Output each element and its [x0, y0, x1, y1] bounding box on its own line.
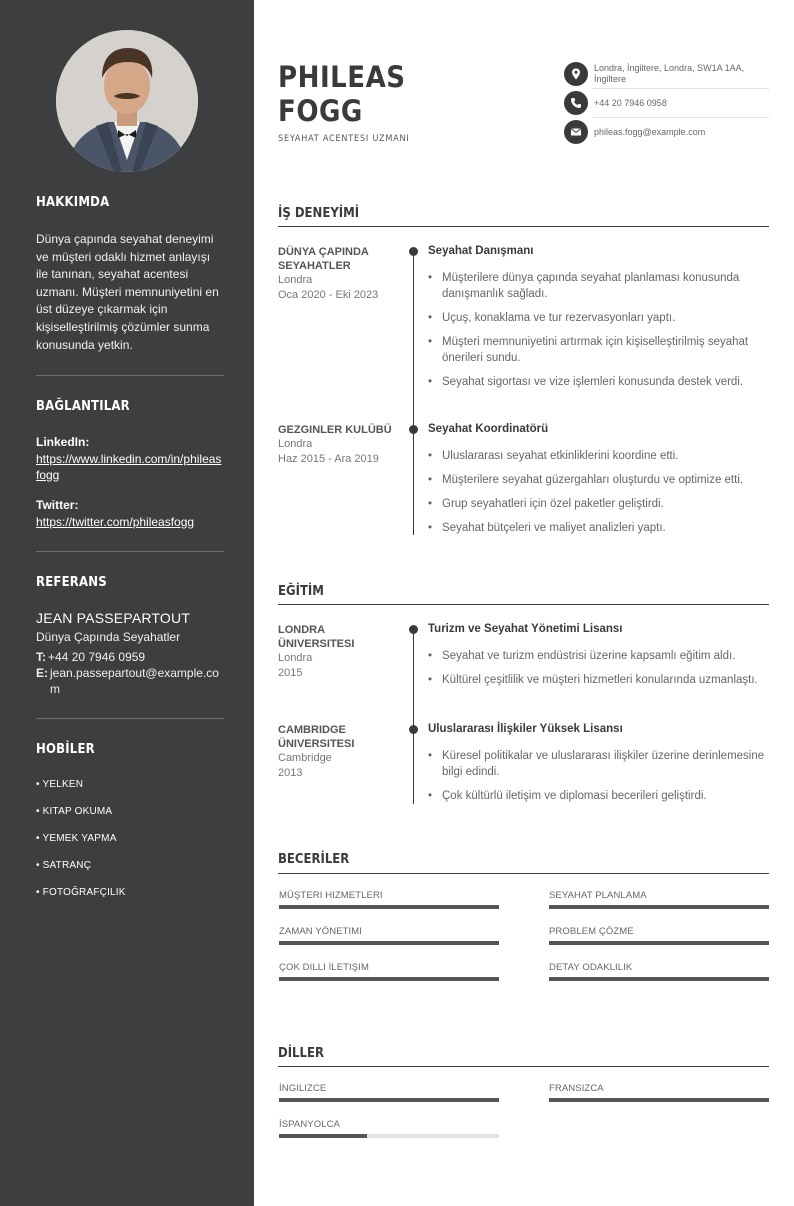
reference-name: JEAN PASSEPARTOUT: [36, 610, 191, 626]
twitter-label: Twitter:: [36, 498, 79, 512]
language-bar-fill: [549, 1098, 769, 1102]
reference-email: [36, 665, 222, 697]
language-bar: [549, 1098, 769, 1102]
language-label: İSPANYOLCA: [279, 1119, 341, 1130]
timeline-line: [413, 629, 414, 804]
education-location: Londra: [278, 652, 313, 664]
hobby-item: • FOTOĞRAFÇILIK: [36, 887, 126, 898]
address-line2: İngiltere: [594, 74, 627, 84]
reference-phone: [36, 649, 222, 665]
list-item: • Müşterilere seyahat güzergahları oluşturdu ve optimize etti.: [428, 472, 769, 488]
experience-location: Londra: [278, 274, 313, 286]
envelope-icon: [564, 120, 588, 144]
contact-email: [564, 120, 769, 144]
skill-item: [549, 890, 769, 909]
about-heading: HAKKIMDA: [36, 195, 110, 210]
skill-item: [279, 926, 499, 945]
reference-email-value: jean.passepartout@example.com: [50, 666, 219, 696]
education-bullets: [428, 648, 769, 696]
skill-bar-fill: [549, 977, 769, 981]
email-text[interactable]: phileas.fogg@example.com: [594, 126, 706, 137]
education-heading: EĞİTİM: [278, 584, 324, 599]
list-item: • Seyahat ve turizm endüstrisi üzerine kapsamlı eğitim aldı.: [428, 648, 769, 664]
experience-meta: [278, 273, 403, 303]
skill-label: SEYAHAT PLANLAMA: [549, 890, 647, 901]
language-label: İNGILIZCE: [279, 1083, 327, 1094]
linkedin-label: LinkedIn:: [36, 435, 90, 449]
hobby-item: • YEMEK YAPMA: [36, 833, 117, 844]
experience-dates: Haz 2015 - Ara 2019: [278, 453, 379, 465]
section-rule: [278, 604, 769, 605]
phone-icon: [564, 91, 588, 115]
skill-item: [279, 890, 499, 909]
education-meta: [278, 651, 403, 681]
skills-heading: BECERİLER: [278, 852, 350, 867]
experience-location: Londra: [278, 438, 313, 450]
skill-label: ZAMAN YÖNETIMI: [279, 926, 363, 937]
experience-dates: Oca 2020 - Eki 2023: [278, 289, 379, 301]
experience-role: Seyahat Koordinatörü: [428, 423, 549, 435]
timeline-dot: [409, 625, 418, 634]
skill-bar: [549, 905, 769, 909]
list-item: • Kültürel çeşitlilik ve müşteri hizmetleri konularında uzmanlaştı.: [428, 672, 769, 688]
divider: [36, 718, 224, 719]
experience-heading: İŞ DENEYİMİ: [278, 206, 360, 221]
skill-bar: [279, 977, 499, 981]
twitter-link[interactable]: https://twitter.com/phileasfogg: [36, 515, 195, 529]
person-name: [278, 60, 478, 128]
sidebar: [0, 0, 254, 1206]
reference-phone-label: T:: [36, 650, 46, 664]
list-item: • Seyahat bütçeleri ve maliyet analizleri yaptı.: [428, 520, 769, 536]
address-line1: Londra, İngiltere, Londra, SW1A 1AA,: [594, 63, 745, 73]
reference-phone-value: +44 20 7946 0959: [48, 650, 146, 664]
contact-phone: [564, 91, 769, 115]
list-item: • Müşteri memnuniyetini artırmak için kişiselleştirilmiş seyahat önerileri sundu.: [428, 334, 769, 366]
education-bullets: [428, 748, 769, 812]
language-item: [279, 1119, 499, 1138]
list-item: • Seyahat sigortası ve vize işlemleri konusunda destek verdi.: [428, 374, 769, 390]
language-label: FRANSIZCA: [549, 1083, 604, 1094]
education-year: 2013: [278, 767, 303, 779]
language-bar: [279, 1098, 499, 1102]
skill-label: DETAY ODAKLILIK: [549, 962, 633, 973]
skill-bar-fill: [549, 905, 769, 909]
hobbies-heading: HOBİLER: [36, 742, 95, 757]
linkedin-link[interactable]: https://www.linkedin.com/in/phileasfogg: [36, 452, 222, 482]
experience-meta: [278, 437, 403, 467]
skill-bar: [549, 941, 769, 945]
divider: [593, 117, 769, 118]
experience-role: Seyahat Danışmanı: [428, 245, 534, 257]
divider: [593, 88, 769, 89]
name-first: PHILEAS: [278, 60, 406, 94]
skill-bar-fill: [279, 905, 499, 909]
list-item: • Küresel politikalar ve uluslararası ilişkiler üzerine derinlemesine bilgi edindi.: [428, 748, 769, 780]
section-rule: [278, 226, 769, 227]
language-item: [279, 1083, 499, 1102]
section-rule: [278, 1066, 769, 1067]
experience-bullets: [428, 270, 769, 398]
address-text: [594, 63, 744, 85]
education-year: 2015: [278, 667, 303, 679]
section-rule: [278, 873, 769, 874]
location-pin-icon: [564, 62, 588, 86]
hobby-item: • YELKEN: [36, 779, 84, 790]
education-degree: Uluslararası İlişkiler Yüksek Lisansı: [428, 723, 623, 735]
skill-bar: [549, 977, 769, 981]
skill-item: [549, 962, 769, 981]
list-item: • Çok kültürlü iletişim ve diplomasi becerileri geliştirdi.: [428, 788, 769, 804]
divider: [36, 551, 224, 552]
timeline-dot: [409, 247, 418, 256]
list-item: • Müşterilere dünya çapında seyahat planlaması konusunda danışmanlık sağladı.: [428, 270, 769, 302]
divider: [36, 375, 224, 376]
skill-bar-fill: [549, 941, 769, 945]
skill-bar: [279, 941, 499, 945]
skill-bar-fill: [279, 977, 499, 981]
experience-bullets: [428, 448, 769, 544]
timeline-dot: [409, 725, 418, 734]
list-item: • Uçuş, konaklama ve tur rezervasyonları yaptı.: [428, 310, 769, 326]
language-bar-fill: [279, 1098, 499, 1102]
job-title: SEYAHAT ACENTESI UZMANI: [278, 134, 410, 144]
skill-bar-fill: [279, 941, 499, 945]
skill-item: [279, 962, 499, 981]
language-bar: [279, 1134, 499, 1138]
list-item: • Grup seyahatleri için özel paketler geliştirdi.: [428, 496, 769, 512]
timeline-line: [413, 251, 414, 535]
skill-label: ÇOK DILLI İLETIŞIM: [279, 962, 369, 973]
about-text: Dünya çapında seyahat deneyimi ve müşteri odaklı hizmet anlayışı ile tanınan, seyahat acentesi uzmanı. Müşteri memnuniyetini en üst düzeye çıkarmak için kişiselleştirilmiş çözümler sunma konusunda yetkin.: [36, 232, 219, 352]
contact-address: [564, 62, 769, 86]
phone-text: +44 20 7946 0958: [594, 97, 667, 108]
education-org: LONDRA ÜNIVERSITESI: [278, 624, 355, 650]
timeline-dot: [409, 425, 418, 434]
language-bar-fill: [279, 1134, 367, 1138]
hobby-item: • SATRANÇ: [36, 860, 92, 871]
languages-heading: DİLLER: [278, 1046, 324, 1061]
experience-org: GEZGINLER KULÜBÜ: [278, 424, 392, 436]
name-last: FOGG: [278, 94, 363, 128]
reference-email-label: E:: [36, 666, 48, 680]
skill-label: MÜŞTERI HIZMETLERI: [279, 890, 383, 901]
skill-item: [549, 926, 769, 945]
profile-photo: [56, 30, 198, 172]
reference-heading: REFERANS: [36, 575, 107, 590]
skill-label: PROBLEM ÇÖZME: [549, 926, 634, 937]
reference-company: Dünya Çapında Seyahatler: [36, 630, 181, 644]
list-item: • Uluslararası seyahat etkinliklerini koordine etti.: [428, 448, 769, 464]
education-meta: [278, 751, 403, 781]
skill-bar: [279, 905, 499, 909]
experience-org: DÜNYA ÇAPINDA SEYAHATLER: [278, 246, 369, 272]
education-location: Cambridge: [278, 752, 332, 764]
education-degree: Turizm ve Seyahat Yönetimi Lisansı: [428, 623, 623, 635]
links-heading: BAĞLANTILAR: [36, 399, 130, 414]
education-org: CAMBRIDGE ÜNIVERSITESI: [278, 724, 355, 750]
language-item: [549, 1083, 769, 1102]
hobby-item: • KITAP OKUMA: [36, 806, 113, 817]
